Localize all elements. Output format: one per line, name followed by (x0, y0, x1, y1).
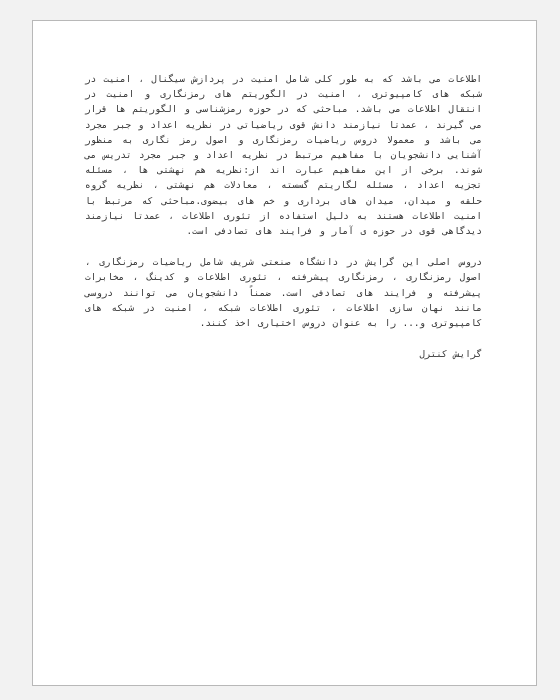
document-page (32, 20, 537, 686)
section-heading: گرایش کنترل (419, 349, 482, 361)
paragraph-core-courses: دروس اصلی این گرایش در دانشگاه صنعتی شریف شامل ریاضیات رمزنگاری ، اصول رمزنگاری ، رمزنگاری پیشرفته ، تئوری اطلاعات و کدینگ ، مخابرات پیشرفته و فرایند های تصادفی است. ضمناً دانشجویان می توانند دروسی مانند نهان سازی اطلاعات ، تئوری اطلاعات شبکه ، امنیت در شبکه های کامپیوتری و... را به عنوان دروس اختیاری اخذ کنند. (85, 257, 482, 330)
page-content (85, 72, 482, 362)
paragraph-security-topics: اطلاعات می باشد که به طور کلی شامل امنیت در پردازش سیگنال ، امنیت در شبکه های کامپیوتری ، امنیت در الگوریتم های رمزنگاری و امنیت در انتقال اطلاعات می باشد. مباحثی که در حوزه رمزشناسی و الگوریتم ها قرار می گیرند ، عمدتا نیازمند دانش قوی ریاضیاتی در نظریه اعداد و جبر مجرد می باشد و معمولا دروس ریاضیات رمزنگاری و اصول رمز نگاری به منظور آشنایی دانشجویان با مفاهیم مرتبط در نظریه اعداد و جبر مجرد تدریس می شوند. برخی از این مفاهیم عبارت اند از:نظریه هم نهشتی ها ، مسئله تجزیه اعداد ، مسئله لگاریتم گسسته ، معادلات هم نهشتی ، نظریه گروه حلقه و میدان، میدان های برداری و خم های بیضوی.مباحثی که مرتبط با امنیت اطلاعات هستند به دلیل استفاده از تئوری اطلاعات ، عمدتا نیازمند دیدگاهی قوی در حوزه ی آمار و فرایند های تصادفی است. (85, 74, 482, 238)
